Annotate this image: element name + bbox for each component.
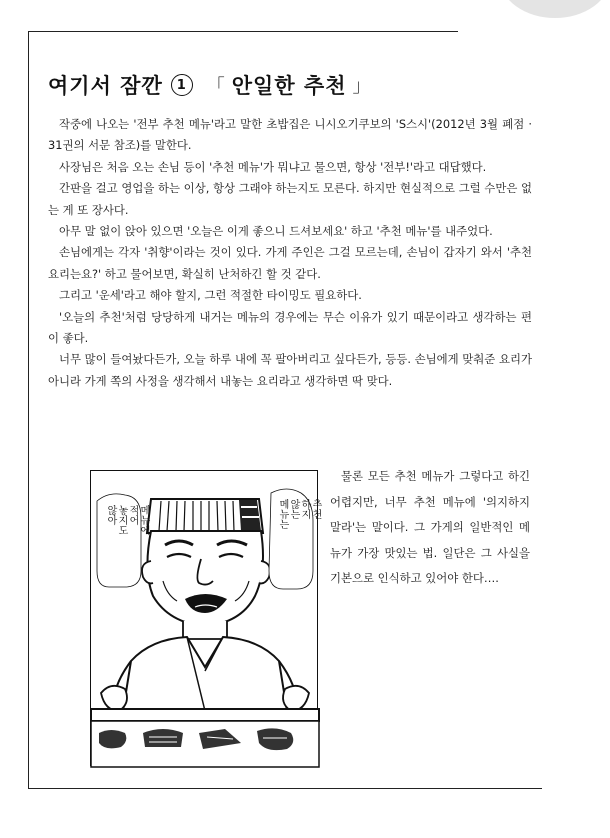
cartoon-panel bbox=[90, 470, 321, 766]
paragraph: 사장님은 처음 오는 손님 등이 '추천 메뉴'가 뭐냐고 물으면, 항상 '전부!'라고 대답했다. bbox=[59, 159, 487, 174]
section-title bbox=[48, 68, 372, 102]
speech-line: 않는 bbox=[288, 499, 299, 519]
headband bbox=[147, 499, 263, 533]
speech-line: 메뉴는 bbox=[277, 499, 288, 529]
paragraph: 아무 말 없이 앉아 있으면 '오늘은 이게 좋으니 드셔보세요' 하고 '추천 메뉴'를 내주었다. bbox=[59, 224, 493, 239]
title-number-badge: 1 bbox=[171, 74, 193, 96]
speech-line: 추천 bbox=[310, 499, 321, 519]
paragraph: 작중에 나오는 '전부 추천 메뉴'라고 말한 초밥집은 니시오기쿠보의 'S스시'(2012년 3월 폐점 · 31권의 서문 참조)를 말한다. bbox=[48, 117, 532, 153]
chef-body bbox=[101, 621, 309, 711]
title-bracket-open: 「 bbox=[206, 76, 226, 97]
title-bracket-close: 」 bbox=[352, 76, 372, 97]
speech-text-right bbox=[277, 499, 321, 585]
speech-line: 않아 bbox=[105, 505, 116, 525]
paragraph: 손님에게는 각자 '취향'이라는 것이 있다. 가게 주인은 그걸 모르는데, 손님이 갑자기 와서 '추천 요리는요?' 하고 물어보면, 확실히 난처하긴 할 것 같다. bbox=[48, 245, 532, 281]
title-main: 여기서 잠깐 bbox=[48, 74, 163, 98]
speech-line: 하지 bbox=[299, 499, 310, 519]
chef-face bbox=[142, 531, 270, 626]
sushi-counter bbox=[91, 709, 319, 767]
paragraph: 그리고 '운세'라고 해야 할지, 그런 적절한 타이밍도 필요하다. bbox=[59, 288, 362, 303]
frame-top-rule bbox=[28, 31, 458, 32]
body-text bbox=[48, 114, 532, 392]
speech-text-left bbox=[105, 505, 149, 585]
frame-left-rule bbox=[28, 31, 29, 788]
paragraph: 간판을 걸고 영업을 하는 이상, 항상 그래야 하는지도 모른다. 하지만 현실적으로 그럴 수만은 없는 게 또 장사다. bbox=[48, 181, 532, 217]
paragraph: 너무 많이 들여놨다든가, 오늘 하루 내에 꼭 팔아버리고 싶다든가, 등등. 손님에게 맞춰준 요리가 아니라 가게 쪽의 사정을 생각해서 내놓는 요리라고 생각하면 딱 맞다. bbox=[48, 352, 532, 388]
speech-line: 적어 bbox=[127, 505, 138, 525]
side-paragraph: 물론 모든 추천 메뉴가 그렇다고 하긴 어렵지만, 너무 추천 메뉴에 '의지하지 말라'는 말이다. 그 가게의 일반적인 메뉴가 가장 맛있는 법. 일단은 그 사실을 기본으로 인식하고 있어야 한다…. bbox=[330, 469, 530, 586]
paragraph: '오늘의 추천'처럼 당당하게 내거는 메뉴의 경우에는 무슨 이유가 있기 때문이라고 생각하는 편이 좋다. bbox=[48, 309, 532, 346]
corner-decoration bbox=[500, 0, 610, 18]
frame-bottom-rule bbox=[28, 788, 542, 789]
speech-line: 놓지도 bbox=[116, 505, 127, 535]
speech-line: 메뉴에 bbox=[138, 505, 149, 535]
title-subject: 안일한 추천 bbox=[231, 74, 347, 98]
side-text bbox=[330, 464, 530, 592]
